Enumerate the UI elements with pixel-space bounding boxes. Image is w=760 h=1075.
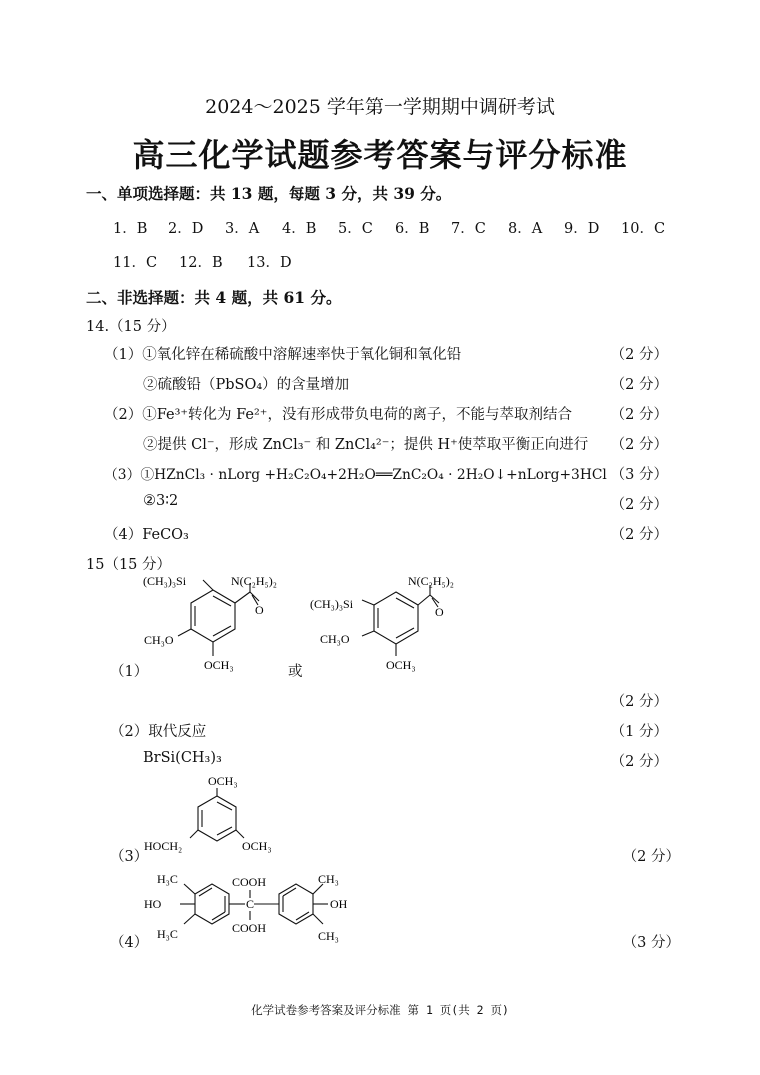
score-label: （2 分） — [610, 437, 668, 453]
score-label: （2 分） — [610, 527, 668, 543]
mol-a-meo-bottom-label: OCH₃ — [204, 658, 234, 672]
score-label: （2 分） — [622, 849, 680, 865]
q15-p1-structures — [100, 570, 520, 685]
mol-c-right-label: OCH₃ — [242, 839, 272, 853]
q14-answer-line: （2）①Fe³⁺转化为 Fe²⁺，没有形成带负电荷的离子，不能与萃取剂结合 — [104, 407, 572, 423]
q15-p3-label: （3） — [110, 849, 149, 865]
score-label: （1 分） — [610, 724, 668, 740]
mol-d-ch3-top-right: CH₃ — [318, 872, 339, 886]
mol-d-ch3-top-left: H₃C — [157, 872, 178, 886]
section2-heading: 二、非选择题：共 4 题，共 61 分。 — [86, 288, 342, 307]
answer-item: 3．A — [225, 221, 260, 237]
score-label: （3 分） — [610, 467, 668, 483]
q15-p1-label: （1） — [110, 664, 149, 680]
mol-d-ch3-bottom-right: CH₃ — [318, 929, 339, 943]
answer-item: 1．B — [113, 221, 148, 237]
q14-answer-line: （1）①氧化锌在稀硫酸中溶解速率快于氧化铜和氧化铅 — [104, 347, 462, 363]
score-label: （2 分） — [610, 377, 668, 393]
answer-item: 13．D — [247, 255, 292, 271]
q14-answer-line: ②提供 Cl⁻，形成 ZnCl₃⁻ 和 ZnCl₄²⁻；提供 H⁺使萃取平衡正向进行 — [143, 437, 589, 453]
answer-item: 9．D — [564, 221, 600, 237]
molecule-a-bonds — [178, 580, 259, 656]
page-footer: 化学试卷参考答案及评分标准 第 1 页(共 2 页) — [251, 1003, 509, 1017]
molecule-c-bonds — [190, 788, 244, 841]
mol-d-ch3-bottom-left: H₃C — [157, 927, 178, 941]
answer-item: 10．C — [621, 221, 666, 237]
score-label: （3 分） — [622, 935, 680, 951]
score-label: （2 分） — [610, 407, 668, 423]
answer-item: 5．C — [338, 221, 373, 237]
answer-item: 12．B — [179, 255, 223, 271]
q15-p2-text: （2）取代反应 — [110, 724, 207, 740]
page-title: 高三化学试题参考答案与评分标准 — [132, 136, 628, 174]
answer-item: 8．A — [508, 221, 543, 237]
mol-b-si-label: (CH₃)₃Si — [310, 597, 354, 611]
q14-answer-line: ②3∶2 — [143, 493, 179, 509]
answer-item: 4．B — [282, 221, 317, 237]
score-label: （2 分） — [610, 694, 668, 710]
mol-d-cooh-top: COOH — [232, 875, 267, 889]
q14-answer-line: （4）FeCO₃ — [104, 527, 189, 543]
exam-subtitle: 2024～2025 学年第一学期期中调研考试 — [205, 96, 555, 118]
score-label: （2 分） — [610, 347, 668, 363]
q14-answer-line: ②硫酸铅（PbSO₄）的含量增加 — [143, 377, 350, 393]
q14-answer-line: （3）①HZnCl₃ · nLorg +H₂C₂O₄+2H₂O══ZnC₂O₄ · 2H₂O↓+nLorg+3HCl — [104, 467, 607, 483]
mol-a-o-label: O — [255, 603, 264, 617]
mol-a-meo-label: CH₃O — [144, 633, 174, 647]
answer-item: 7．C — [451, 221, 486, 237]
answer-item: 2．D — [168, 221, 204, 237]
q15-p3-structure — [140, 772, 300, 857]
molecule-b-bonds — [362, 585, 439, 656]
mol-b-o-label: O — [435, 605, 444, 619]
mol-a-amide-label: N(C₂H₅)₂ — [231, 574, 277, 588]
q15-p1-or: 或 — [288, 664, 303, 680]
mol-b-meo-label: CH₃O — [320, 632, 350, 646]
answer-item: 11．C — [113, 255, 158, 271]
score-label: （2 分） — [610, 754, 668, 770]
mol-b-amide-label: N(C₂H₅)₂ — [408, 574, 454, 588]
mol-d-ho-label: HO — [144, 897, 162, 911]
q14-label: 14.（15 分） — [86, 319, 176, 335]
q15-p4-structure — [140, 868, 370, 950]
mol-d-central-c: C — [246, 897, 255, 911]
section1-heading: 一、单项选择题：共 13 题，每题 3 分，共 39 分。 — [86, 184, 452, 203]
mol-c-left-label: HOCH₂ — [144, 839, 183, 853]
mol-b-meo-bottom-label: OCH₃ — [386, 658, 416, 672]
score-label: （2 分） — [610, 497, 668, 513]
mol-d-cooh-bottom: COOH — [232, 921, 267, 935]
q15-p2-reagent: BrSi(CH₃)₃ — [143, 750, 222, 766]
mol-c-top-label: OCH₃ — [208, 774, 238, 788]
answer-item: 6．B — [395, 221, 430, 237]
q15-label: 15（15 分） — [86, 557, 172, 573]
mol-a-si-label: (CH₃)₃Si — [143, 574, 187, 588]
q15-p4-label: （4） — [110, 935, 149, 951]
mol-d-oh-label: OH — [330, 897, 348, 911]
